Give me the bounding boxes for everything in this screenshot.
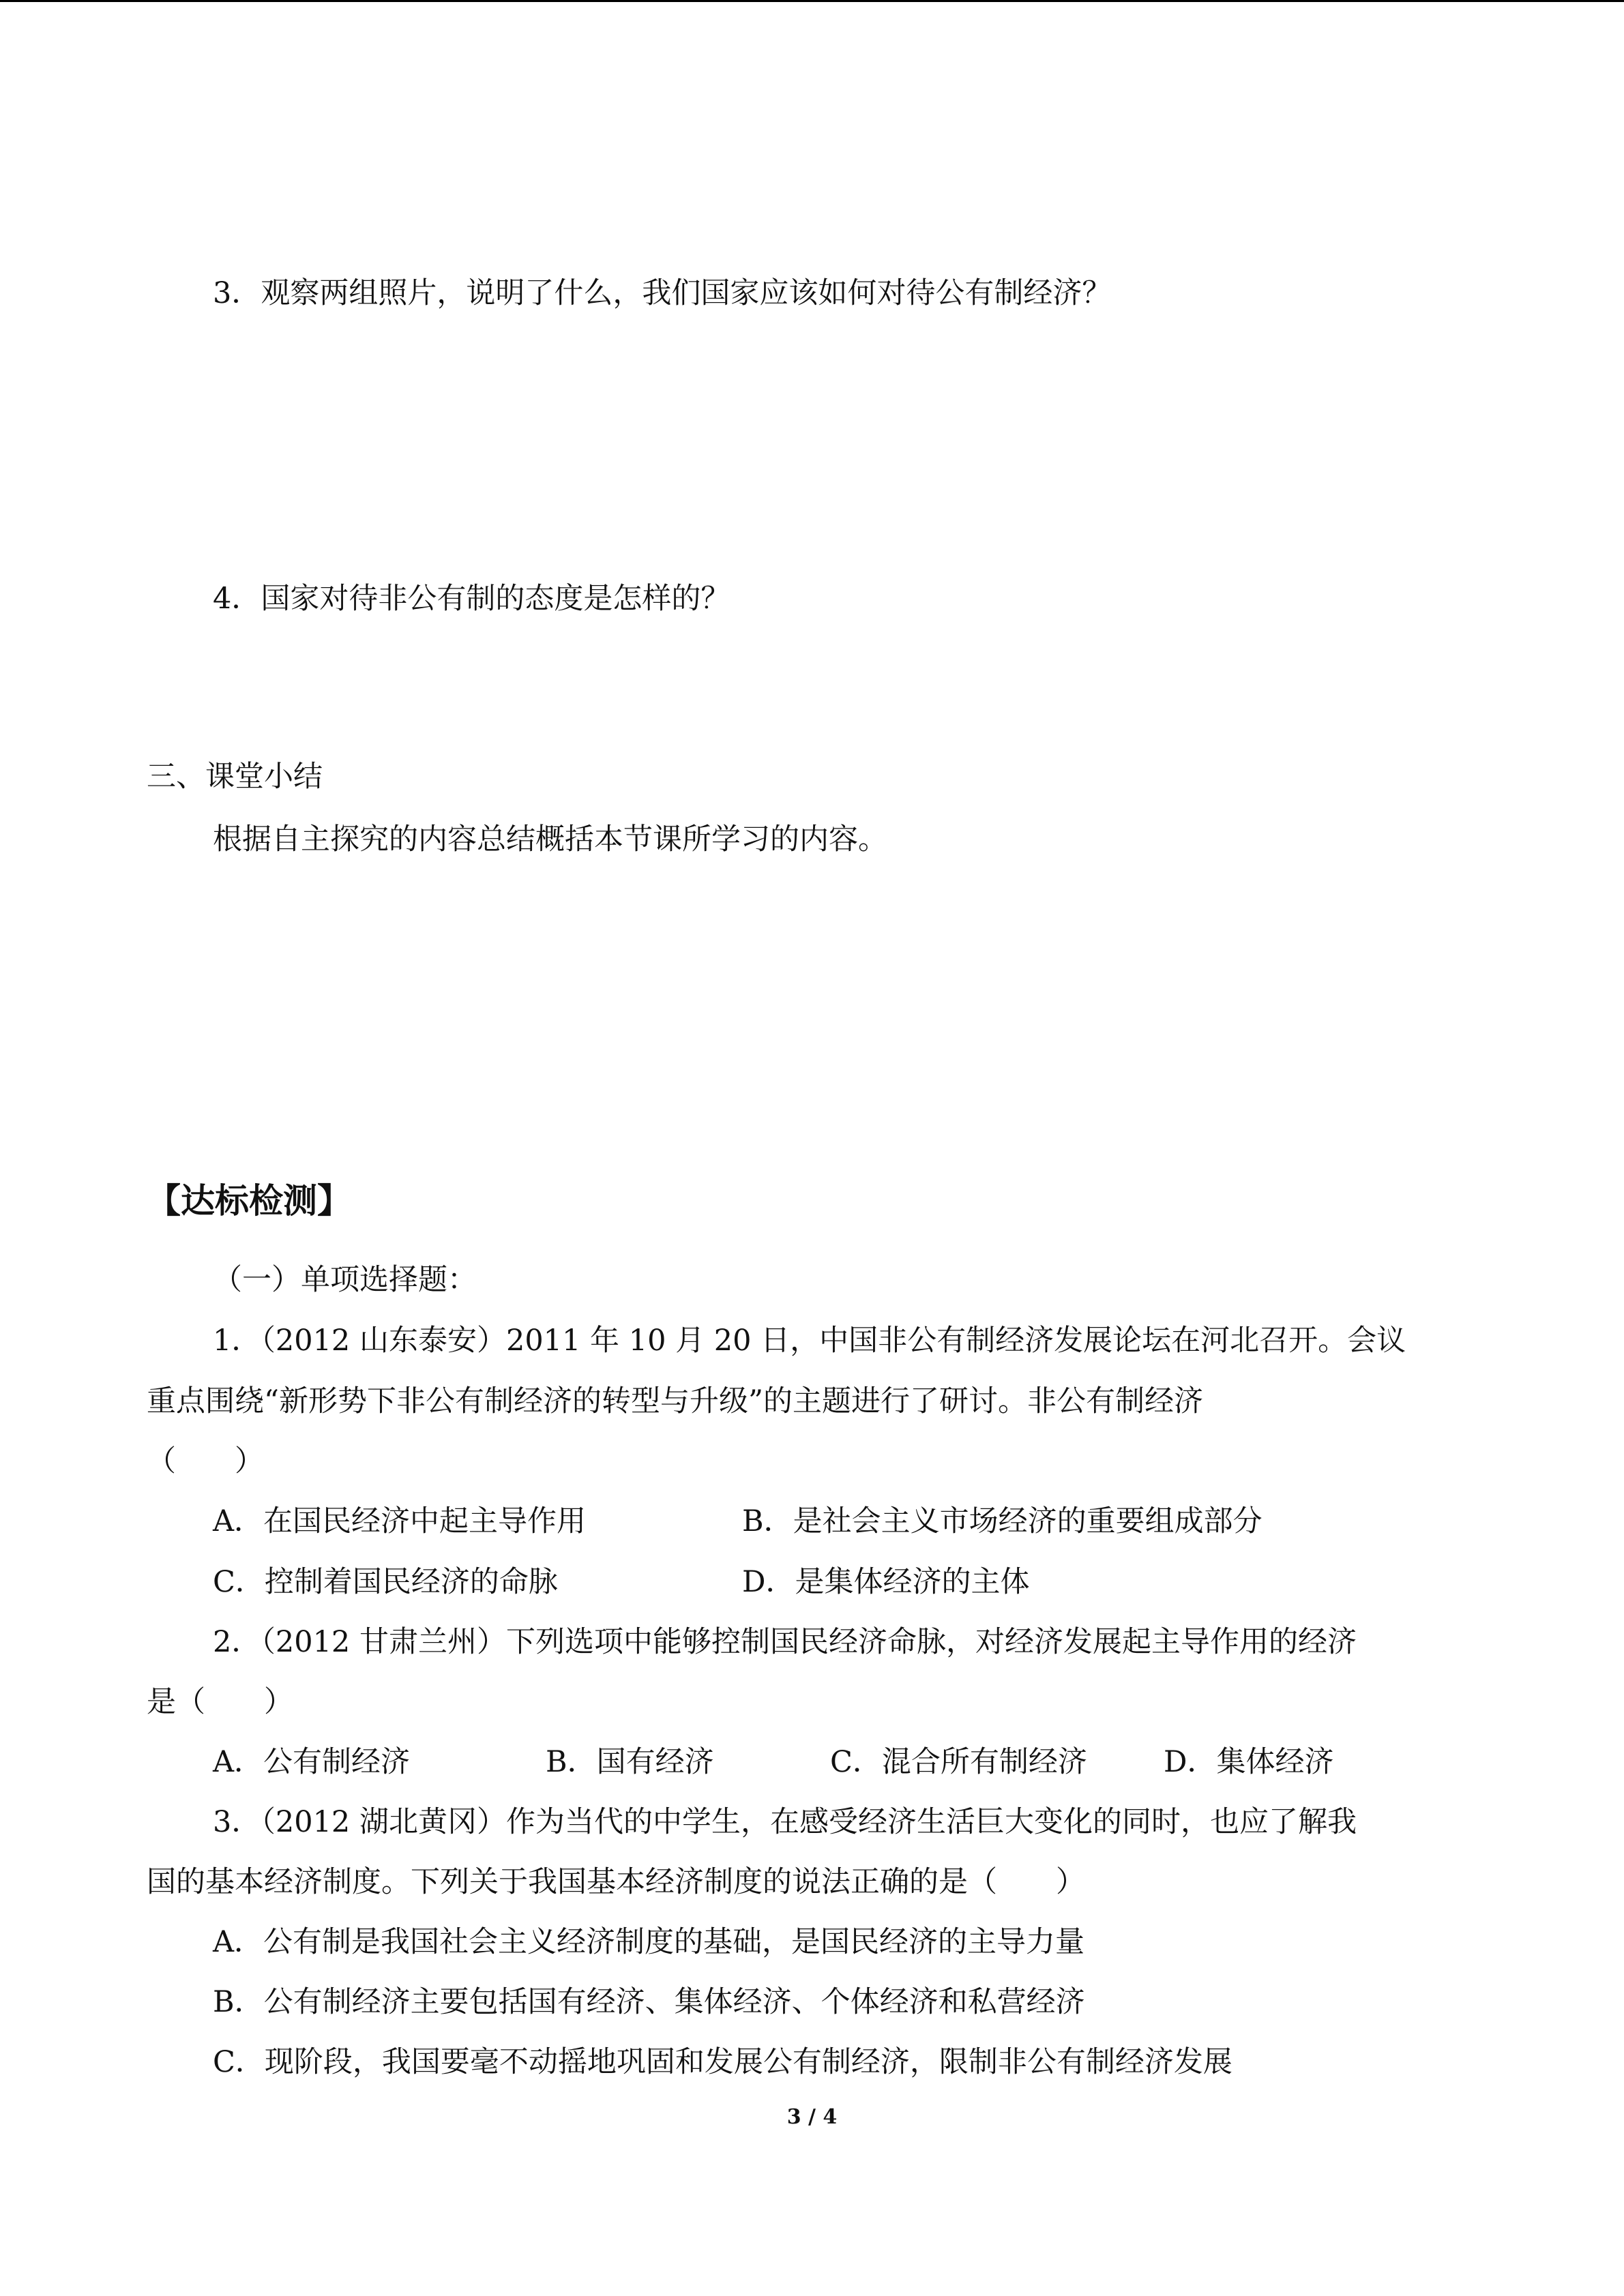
question-3-text: 3．观察两组照片，说明了什么，我们国家应该如何对待公有制经济？: [213, 276, 1112, 310]
test-q1-line2: 重点围绕“新形势下非公有制经济的转型与升级”的主题进行了研讨。非公有制经济: [147, 1384, 1203, 1418]
test-q3-option-b: B．公有制经济主要包括国有经济、集体经济、个体经济和私营经济: [213, 1985, 1085, 2019]
test-q1-option-c: C．控制着国民经济的命脉: [213, 1565, 558, 1599]
test-q1-option-d: D．是集体经济的主体: [742, 1565, 1030, 1599]
page-number: 3 / 4: [786, 2105, 838, 2129]
top-border-line: [0, 0, 1624, 2]
summary-text: 根据自主探究的内容总结概括本节课所学习的内容。: [213, 822, 887, 856]
test-q3-line1: 3．（2012 湖北黄冈）作为当代的中学生，在感受经济生活巨大变化的同时，也应了解我: [213, 1805, 1357, 1839]
test-q2-option-d: D．集体经济: [1164, 1745, 1334, 1779]
test-q3-option-a: A．公有制是我国社会主义经济制度的基础，是国民经济的主导力量: [213, 1925, 1085, 1959]
test-q1-answer-blank: （ ）: [147, 1444, 264, 1478]
question-4-text: 4．国家对待非公有制的态度是怎样的？: [213, 582, 730, 616]
test-q2-option-a: A．公有制经济: [213, 1745, 411, 1779]
section-title: （一）单项选择题：: [213, 1263, 477, 1297]
test-q2-line2: 是（ ）: [147, 1685, 293, 1719]
summary-heading: 三、课堂小结: [147, 760, 323, 794]
test-heading: 【达标检测】: [147, 1181, 351, 1221]
test-q2-line1: 2．（2012 甘肃兰州）下列选项中能够控制国民经济命脉，对经济发展起主导作用的经济: [213, 1625, 1357, 1659]
test-q2-option-c: C．混合所有制经济: [830, 1745, 1087, 1779]
test-q2-option-b: B．国有经济: [546, 1745, 714, 1779]
test-q1-option-a: A．在国民经济中起主导作用: [213, 1504, 587, 1538]
test-q3-option-c: C．现阶段，我国要毫不动摇地巩固和发展公有制经济，限制非公有制经济发展: [213, 2045, 1232, 2079]
test-q1-option-b: B．是社会主义市场经济的重要组成部分: [742, 1504, 1263, 1538]
test-q1-line1: 1．（2012 山东泰安）2011 年 10 月 20 日，中国非公有制经济发展论坛在河北召开。会议: [213, 1324, 1406, 1358]
test-q3-line2: 国的基本经济制度。下列关于我国基本经济制度的说法正确的是（ ）: [147, 1865, 1085, 1899]
